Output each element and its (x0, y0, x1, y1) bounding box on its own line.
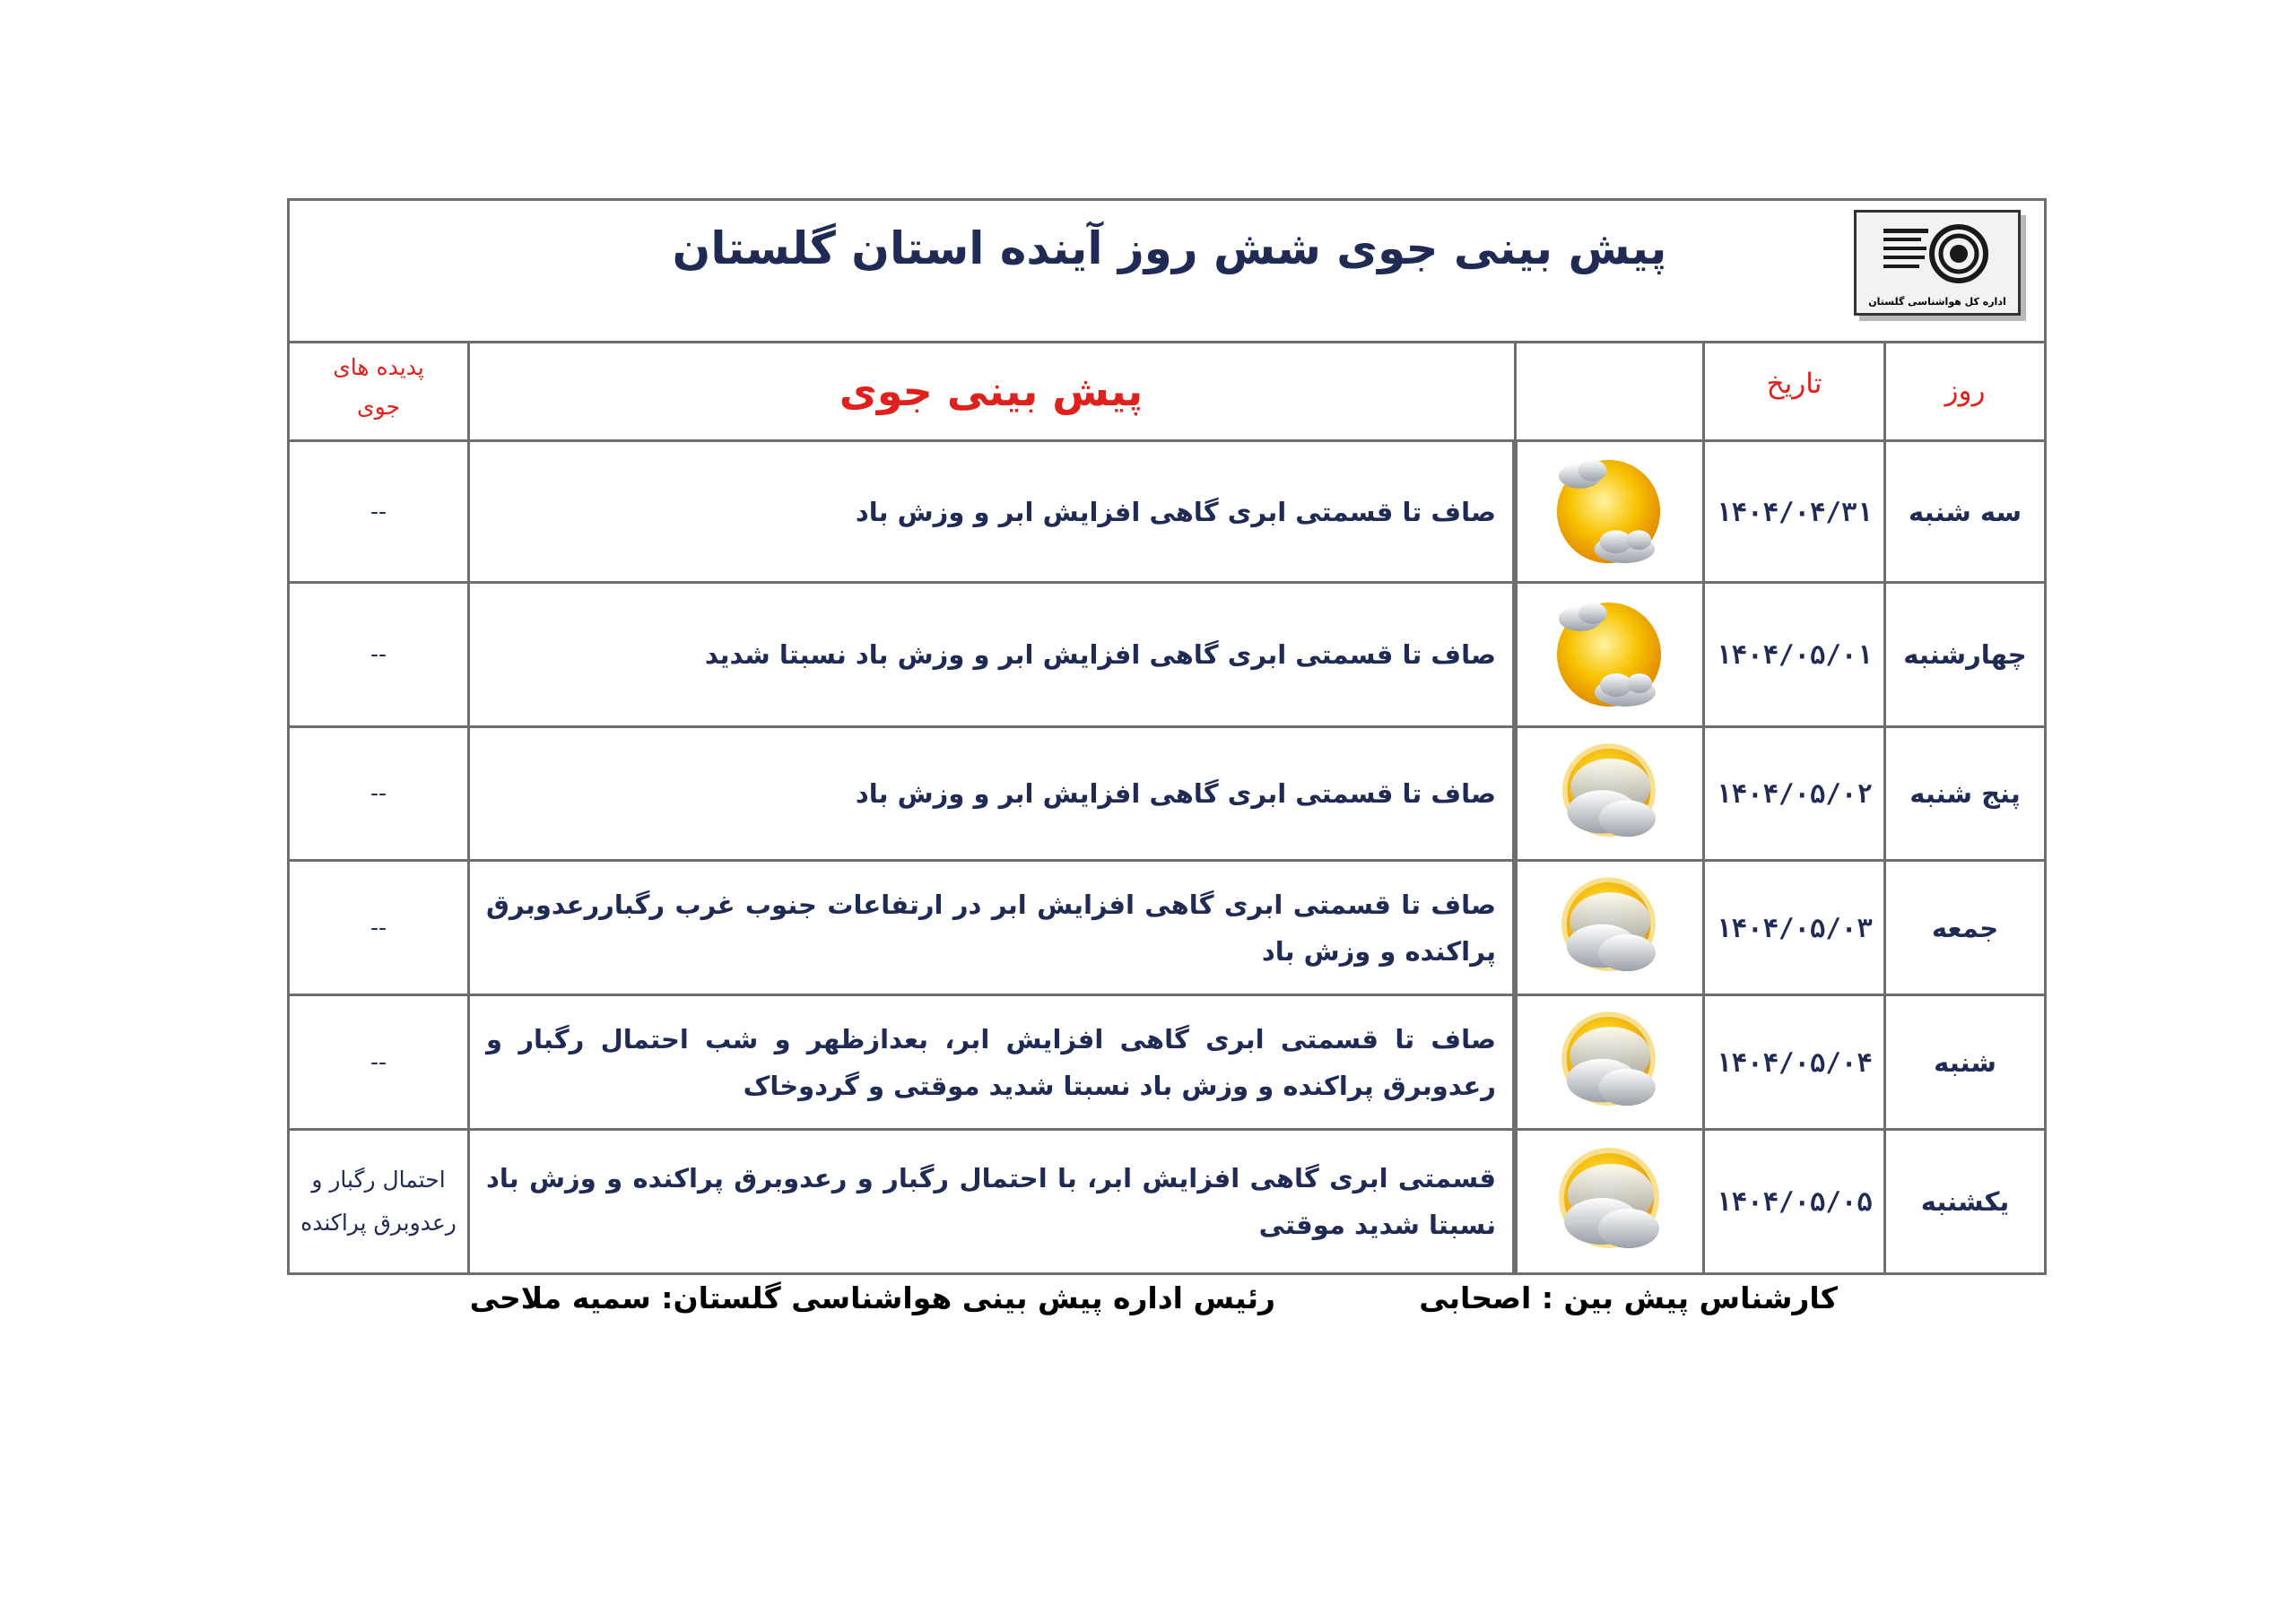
meteorological-organization-logo-icon (1876, 220, 2002, 291)
row-forecast: صاف تا قسمتی ابری گاهی افزایش ابر و وزش باد نسبتا شدید (704, 639, 1496, 670)
icon-column-divider (1512, 439, 1515, 1272)
cloudy-sun-icon (1551, 735, 1667, 852)
row-date: ۱۴۰۴/۰۵/۰۲ (1716, 778, 1873, 809)
logo-caption: اداره کل هواشناسی گلستان (1868, 296, 2006, 308)
row-phenomena: -- (370, 914, 387, 941)
row-phenomena: -- (370, 780, 387, 806)
row-day: پنج شنبه (1909, 778, 2021, 809)
row-forecast: صاف تا قسمتی ابری گاهی افزایش ابر و وزش باد (855, 778, 1496, 809)
row-date: ۱۴۰۴/۰۵/۰۵ (1716, 1186, 1873, 1217)
row-forecast: قسمتی ابری گاهی افزایش ابر، با احتمال رگبار و رعدوبرق پراکنده و وزش باد نسبتا شدید موقتی (486, 1163, 1496, 1240)
forecast-table (287, 198, 2047, 1275)
row-day: سه شنبه (1909, 496, 2022, 527)
header-forecast: پیش بینی جوی (839, 367, 1144, 415)
logo (1854, 210, 2021, 316)
row-phenomena: احتمال رگبار و رعدوبرق پراکنده (300, 1167, 457, 1236)
cloudy-sun-icon (1546, 1139, 1672, 1264)
row-day: جمعه (1931, 912, 1999, 943)
row-date: ۱۴۰۴/۰۵/۰۴ (1716, 1046, 1873, 1078)
row-date: ۱۴۰۴/۰۴/۳۱ (1716, 496, 1873, 527)
row-day: یکشنبه (1920, 1186, 2010, 1217)
partly-cloudy-sun-icon (1546, 592, 1672, 717)
row-forecast: صاف تا قسمتی ابری گاهی افزایش ابر در ارتفاعات جنوب غرب رگباررعدوبرق پراکنده و وزش باد (486, 889, 1496, 967)
page-title: پیش بینی جوی شش روز آینده استان گلستان (672, 222, 1667, 274)
header-day: روز (1944, 375, 1986, 407)
partly-cloudy-sun-icon (1546, 449, 1671, 574)
row-phenomena: -- (370, 1048, 387, 1075)
row-day: چهارشنبه (1903, 639, 2027, 670)
footer-forecaster: کارشناس پیش بین : اصحابی (1419, 1280, 1838, 1315)
row-phenomena: -- (370, 641, 387, 667)
cloudy-sun-icon (1550, 869, 1667, 986)
row-forecast: صاف تا قسمتی ابری گاهی افزایش ابر و وزش باد (855, 496, 1496, 527)
footer-head: رئیس اداره پیش بینی هواشناسی گلستان: سمیه ملاحی (469, 1280, 1275, 1315)
row-date: ۱۴۰۴/۰۵/۰۳ (1716, 912, 1873, 943)
header-phenomena: پدیده های جوی (333, 354, 424, 420)
header-date: تاریخ (1766, 368, 1822, 400)
cloudy-sun-icon (1550, 1003, 1667, 1121)
row-day: شنبه (1934, 1046, 1996, 1078)
row-date: ۱۴۰۴/۰۵/۰۱ (1716, 639, 1873, 670)
row-phenomena: -- (370, 498, 387, 525)
row-forecast: صاف تا قسمتی ابری گاهی افزایش ابر، بعدازظهر و شب احتمال رگبار و رعدوبرق پراکنده و وزش باد نسبتا شدید موقتی و گردوخاک (486, 1023, 1496, 1101)
